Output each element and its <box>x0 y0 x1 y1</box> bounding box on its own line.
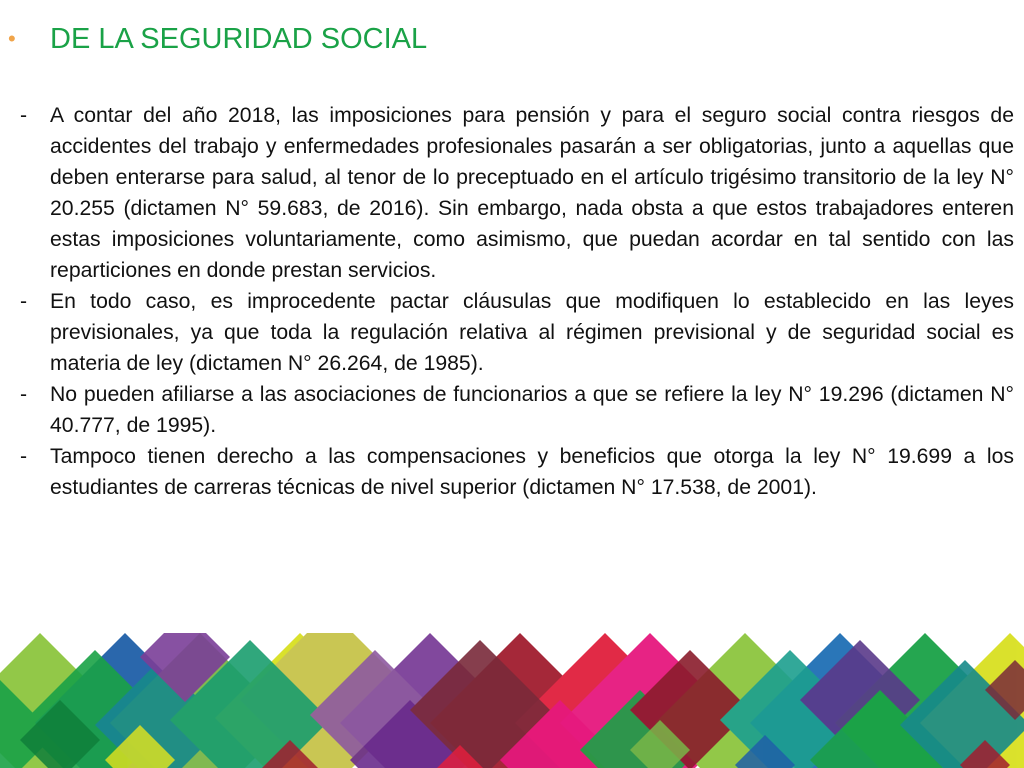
item-text: En todo caso, es improcedente pactar cláusulas que modifiquen lo establecido en las leyes previsionales, ya que toda la regulación relativa al régimen previsional y de seguridad social es materia de ley (dictamen N° 26.264, de 1985). <box>50 290 1014 375</box>
item-marker: - <box>20 104 28 127</box>
title-row <box>8 22 427 56</box>
list-item <box>20 379 1014 441</box>
list-item <box>20 441 1014 503</box>
diamond-pattern-graphic <box>0 633 1024 768</box>
list-item <box>20 286 1014 379</box>
item-text: No pueden afiliarse a las asociaciones de funcionarios a que se refiere la ley N° 19.296 (dictamen N° 40.777, de 1995). <box>50 383 1014 437</box>
item-text: A contar del año 2018, las imposiciones para pensión y para el seguro social contra riesgos de accidentes del trabajo y enfermedades profesionales pasarán a ser obligatorias, junto a aquellas que deben enterarse para salud, al tenor de lo preceptuado en el artículo trigésimo transitorio de la ley N° 20.255 (dictamen N° 59.683, de 2016). Sin embargo, nada obsta a que estos trabajadores enteren estas imposiciones voluntariamente, como asimismo, que puedan acordar en tal sentido con las reparticiones en donde prestan servicios. <box>50 104 1014 282</box>
item-marker: - <box>20 290 28 313</box>
title-bullet: • <box>8 26 16 51</box>
decorative-diamond-band <box>0 633 1024 768</box>
slide-title: DE LA SEGURIDAD SOCIAL <box>50 23 428 55</box>
item-text: Tampoco tienen derecho a las compensaciones y beneficios que otorga la ley N° 19.699 a los estudiantes de carreras técnicas de nivel superior (dictamen N° 17.538, de 2001). <box>50 445 1014 499</box>
item-marker: - <box>20 383 28 406</box>
slide-body <box>20 100 1014 503</box>
list-item <box>20 100 1014 286</box>
item-marker: - <box>20 445 28 468</box>
